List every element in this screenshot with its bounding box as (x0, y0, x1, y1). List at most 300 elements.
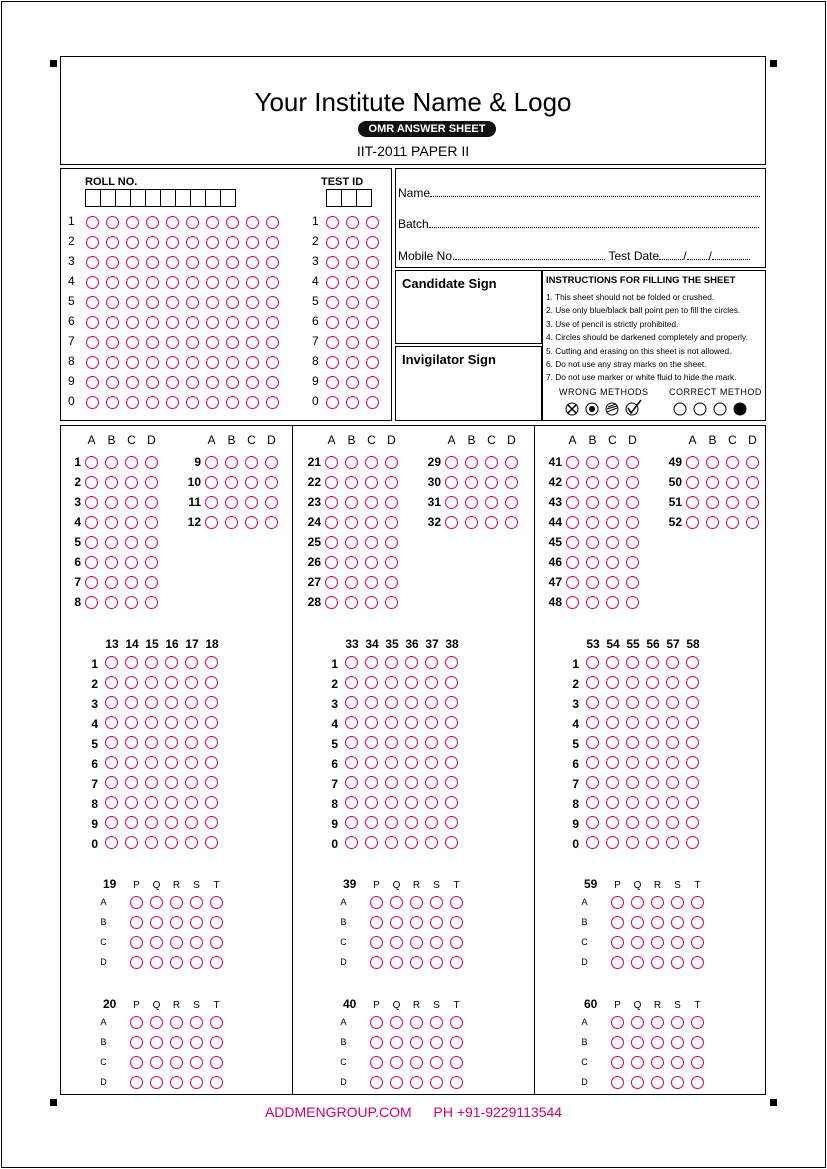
mcq-bubble[interactable] (505, 456, 518, 469)
integer-bubble[interactable] (385, 776, 398, 789)
integer-bubble[interactable] (145, 756, 158, 769)
roll-cell[interactable] (100, 189, 116, 207)
testid-cell[interactable] (326, 189, 342, 207)
mcq-bubble[interactable] (365, 556, 378, 569)
integer-bubble[interactable] (345, 716, 358, 729)
mcq-bubble[interactable] (626, 496, 639, 509)
matrix-bubble[interactable] (130, 896, 143, 909)
integer-bubble[interactable] (105, 756, 118, 769)
mcq-bubble[interactable] (145, 596, 158, 609)
roll-bubble[interactable] (166, 336, 179, 349)
integer-bubble[interactable] (626, 776, 639, 789)
integer-bubble[interactable] (606, 836, 619, 849)
testid-bubble[interactable] (346, 276, 359, 289)
matrix-bubble[interactable] (150, 956, 163, 969)
mcq-bubble[interactable] (385, 556, 398, 569)
mcq-bubble[interactable] (606, 476, 619, 489)
mcq-bubble[interactable] (586, 516, 599, 529)
matrix-bubble[interactable] (150, 916, 163, 929)
integer-bubble[interactable] (185, 676, 198, 689)
mcq-bubble[interactable] (606, 496, 619, 509)
testid-bubble[interactable] (366, 256, 379, 269)
integer-bubble[interactable] (165, 776, 178, 789)
matrix-bubble[interactable] (671, 1076, 684, 1089)
roll-bubble[interactable] (106, 336, 119, 349)
mcq-bubble[interactable] (626, 536, 639, 549)
roll-cell[interactable] (130, 189, 146, 207)
mcq-bubble[interactable] (105, 596, 118, 609)
matrix-bubble[interactable] (691, 1036, 704, 1049)
integer-bubble[interactable] (445, 796, 458, 809)
invigilator-sign-box[interactable] (395, 346, 542, 421)
matrix-bubble[interactable] (170, 1056, 183, 1069)
integer-bubble[interactable] (666, 816, 679, 829)
integer-bubble[interactable] (445, 716, 458, 729)
matrix-bubble[interactable] (410, 1076, 423, 1089)
roll-bubble[interactable] (126, 296, 139, 309)
integer-bubble[interactable] (125, 836, 138, 849)
mcq-bubble[interactable] (345, 536, 358, 549)
matrix-bubble[interactable] (190, 1056, 203, 1069)
mcq-bubble[interactable] (385, 496, 398, 509)
roll-bubble[interactable] (166, 316, 179, 329)
integer-bubble[interactable] (145, 656, 158, 669)
mcq-bubble[interactable] (105, 496, 118, 509)
matrix-bubble[interactable] (370, 936, 383, 949)
testid-bubble[interactable] (326, 396, 339, 409)
integer-bubble[interactable] (365, 776, 378, 789)
integer-bubble[interactable] (445, 696, 458, 709)
integer-bubble[interactable] (345, 796, 358, 809)
testid-bubble[interactable] (326, 316, 339, 329)
mcq-bubble[interactable] (445, 516, 458, 529)
matrix-bubble[interactable] (390, 916, 403, 929)
roll-bubble[interactable] (86, 396, 99, 409)
integer-bubble[interactable] (586, 756, 599, 769)
integer-bubble[interactable] (646, 716, 659, 729)
matrix-bubble[interactable] (370, 1036, 383, 1049)
integer-bubble[interactable] (626, 716, 639, 729)
roll-bubble[interactable] (146, 376, 159, 389)
roll-bubble[interactable] (186, 216, 199, 229)
integer-bubble[interactable] (125, 776, 138, 789)
mcq-bubble[interactable] (465, 476, 478, 489)
integer-bubble[interactable] (425, 696, 438, 709)
integer-bubble[interactable] (445, 656, 458, 669)
mcq-bubble[interactable] (325, 476, 338, 489)
integer-bubble[interactable] (105, 676, 118, 689)
integer-bubble[interactable] (646, 736, 659, 749)
integer-bubble[interactable] (646, 836, 659, 849)
matrix-bubble[interactable] (651, 896, 664, 909)
matrix-bubble[interactable] (210, 1056, 223, 1069)
integer-bubble[interactable] (666, 656, 679, 669)
mcq-bubble[interactable] (265, 496, 278, 509)
mcq-bubble[interactable] (505, 496, 518, 509)
roll-bubble[interactable] (226, 276, 239, 289)
matrix-bubble[interactable] (651, 956, 664, 969)
matrix-bubble[interactable] (370, 1016, 383, 1029)
testid-bubble[interactable] (346, 236, 359, 249)
integer-bubble[interactable] (205, 756, 218, 769)
matrix-bubble[interactable] (450, 936, 463, 949)
integer-bubble[interactable] (606, 816, 619, 829)
matrix-bubble[interactable] (631, 936, 644, 949)
roll-bubble[interactable] (126, 376, 139, 389)
batch-row[interactable] (398, 217, 759, 231)
mcq-bubble[interactable] (726, 496, 739, 509)
roll-bubble[interactable] (246, 216, 259, 229)
integer-bubble[interactable] (145, 736, 158, 749)
mcq-bubble[interactable] (225, 456, 238, 469)
roll-bubble[interactable] (266, 396, 279, 409)
mcq-bubble[interactable] (626, 556, 639, 569)
roll-bubble[interactable] (166, 256, 179, 269)
roll-bubble[interactable] (266, 256, 279, 269)
mcq-bubble[interactable] (365, 456, 378, 469)
roll-bubble[interactable] (86, 336, 99, 349)
integer-bubble[interactable] (105, 656, 118, 669)
testid-cell[interactable] (356, 189, 372, 207)
mcq-bubble[interactable] (706, 516, 719, 529)
integer-bubble[interactable] (646, 696, 659, 709)
roll-bubble[interactable] (126, 236, 139, 249)
mcq-bubble[interactable] (626, 596, 639, 609)
matrix-bubble[interactable] (631, 1016, 644, 1029)
integer-bubble[interactable] (405, 716, 418, 729)
mcq-bubble[interactable] (686, 496, 699, 509)
integer-bubble[interactable] (425, 736, 438, 749)
integer-bubble[interactable] (165, 716, 178, 729)
integer-bubble[interactable] (606, 776, 619, 789)
integer-bubble[interactable] (185, 756, 198, 769)
integer-bubble[interactable] (606, 716, 619, 729)
integer-bubble[interactable] (445, 816, 458, 829)
roll-bubble[interactable] (86, 216, 99, 229)
integer-bubble[interactable] (205, 816, 218, 829)
matrix-bubble[interactable] (210, 896, 223, 909)
integer-bubble[interactable] (105, 816, 118, 829)
matrix-bubble[interactable] (631, 1036, 644, 1049)
integer-bubble[interactable] (385, 836, 398, 849)
roll-bubble[interactable] (126, 336, 139, 349)
integer-bubble[interactable] (646, 796, 659, 809)
matrix-bubble[interactable] (430, 956, 443, 969)
matrix-bubble[interactable] (210, 1036, 223, 1049)
roll-bubble[interactable] (166, 296, 179, 309)
mcq-bubble[interactable] (125, 596, 138, 609)
mcq-bubble[interactable] (225, 476, 238, 489)
mobile-row[interactable]: Mobile No. Test Date / / (398, 249, 750, 263)
integer-bubble[interactable] (666, 796, 679, 809)
integer-bubble[interactable] (606, 696, 619, 709)
integer-bubble[interactable] (405, 756, 418, 769)
matrix-bubble[interactable] (370, 896, 383, 909)
matrix-bubble[interactable] (190, 916, 203, 929)
matrix-bubble[interactable] (150, 1056, 163, 1069)
mcq-bubble[interactable] (345, 556, 358, 569)
roll-bubble[interactable] (106, 256, 119, 269)
roll-bubble[interactable] (186, 316, 199, 329)
roll-cell[interactable] (160, 189, 176, 207)
mcq-bubble[interactable] (325, 576, 338, 589)
integer-bubble[interactable] (145, 836, 158, 849)
mcq-bubble[interactable] (85, 576, 98, 589)
integer-bubble[interactable] (345, 756, 358, 769)
integer-bubble[interactable] (425, 676, 438, 689)
mcq-bubble[interactable] (205, 496, 218, 509)
mcq-bubble[interactable] (145, 576, 158, 589)
matrix-bubble[interactable] (390, 1056, 403, 1069)
testid-bubble[interactable] (346, 376, 359, 389)
roll-cell[interactable] (145, 189, 161, 207)
integer-bubble[interactable] (586, 836, 599, 849)
mcq-bubble[interactable] (125, 496, 138, 509)
integer-bubble[interactable] (205, 736, 218, 749)
integer-bubble[interactable] (686, 716, 699, 729)
integer-bubble[interactable] (586, 656, 599, 669)
testid-bubble[interactable] (346, 396, 359, 409)
integer-bubble[interactable] (185, 796, 198, 809)
mcq-bubble[interactable] (566, 516, 579, 529)
roll-bubble[interactable] (126, 276, 139, 289)
integer-bubble[interactable] (165, 736, 178, 749)
mcq-bubble[interactable] (145, 556, 158, 569)
matrix-bubble[interactable] (410, 936, 423, 949)
roll-bubble[interactable] (186, 336, 199, 349)
mcq-bubble[interactable] (706, 476, 719, 489)
mcq-bubble[interactable] (325, 536, 338, 549)
integer-bubble[interactable] (385, 716, 398, 729)
mcq-bubble[interactable] (746, 456, 759, 469)
integer-bubble[interactable] (626, 816, 639, 829)
matrix-bubble[interactable] (671, 1036, 684, 1049)
mcq-bubble[interactable] (385, 456, 398, 469)
integer-bubble[interactable] (345, 656, 358, 669)
integer-bubble[interactable] (666, 676, 679, 689)
integer-bubble[interactable] (165, 836, 178, 849)
integer-bubble[interactable] (666, 736, 679, 749)
roll-bubble[interactable] (146, 356, 159, 369)
integer-bubble[interactable] (385, 696, 398, 709)
roll-bubble[interactable] (246, 336, 259, 349)
matrix-bubble[interactable] (430, 916, 443, 929)
matrix-bubble[interactable] (631, 916, 644, 929)
integer-bubble[interactable] (405, 796, 418, 809)
integer-bubble[interactable] (586, 776, 599, 789)
roll-bubble[interactable] (226, 296, 239, 309)
mcq-bubble[interactable] (626, 456, 639, 469)
integer-bubble[interactable] (205, 836, 218, 849)
integer-bubble[interactable] (365, 796, 378, 809)
integer-bubble[interactable] (105, 776, 118, 789)
mcq-bubble[interactable] (445, 496, 458, 509)
mcq-bubble[interactable] (746, 496, 759, 509)
roll-cell[interactable] (190, 189, 206, 207)
roll-bubble[interactable] (206, 256, 219, 269)
roll-bubble[interactable] (246, 316, 259, 329)
integer-bubble[interactable] (686, 656, 699, 669)
roll-bubble[interactable] (206, 216, 219, 229)
testid-bubble[interactable] (326, 256, 339, 269)
integer-bubble[interactable] (606, 736, 619, 749)
integer-bubble[interactable] (686, 796, 699, 809)
roll-bubble[interactable] (266, 296, 279, 309)
mcq-bubble[interactable] (566, 576, 579, 589)
mcq-bubble[interactable] (485, 496, 498, 509)
matrix-bubble[interactable] (450, 1076, 463, 1089)
matrix-bubble[interactable] (370, 916, 383, 929)
integer-bubble[interactable] (425, 656, 438, 669)
mcq-bubble[interactable] (225, 496, 238, 509)
mcq-bubble[interactable] (125, 556, 138, 569)
matrix-bubble[interactable] (390, 1076, 403, 1089)
mcq-bubble[interactable] (586, 496, 599, 509)
mcq-bubble[interactable] (85, 516, 98, 529)
roll-bubble[interactable] (126, 256, 139, 269)
roll-bubble[interactable] (106, 216, 119, 229)
testid-bubble[interactable] (326, 236, 339, 249)
integer-bubble[interactable] (405, 816, 418, 829)
integer-bubble[interactable] (626, 796, 639, 809)
integer-bubble[interactable] (165, 656, 178, 669)
matrix-bubble[interactable] (611, 1016, 624, 1029)
mcq-bubble[interactable] (365, 516, 378, 529)
mcq-bubble[interactable] (445, 456, 458, 469)
matrix-bubble[interactable] (671, 896, 684, 909)
mcq-bubble[interactable] (325, 516, 338, 529)
integer-bubble[interactable] (666, 836, 679, 849)
integer-bubble[interactable] (405, 696, 418, 709)
roll-bubble[interactable] (86, 376, 99, 389)
roll-bubble[interactable] (106, 396, 119, 409)
mcq-bubble[interactable] (586, 456, 599, 469)
matrix-bubble[interactable] (130, 956, 143, 969)
mcq-bubble[interactable] (365, 596, 378, 609)
matrix-bubble[interactable] (611, 916, 624, 929)
mcq-bubble[interactable] (706, 456, 719, 469)
matrix-bubble[interactable] (611, 1056, 624, 1069)
mcq-bubble[interactable] (245, 516, 258, 529)
integer-bubble[interactable] (405, 736, 418, 749)
mcq-bubble[interactable] (105, 576, 118, 589)
mcq-bubble[interactable] (686, 516, 699, 529)
matrix-bubble[interactable] (611, 936, 624, 949)
roll-bubble[interactable] (186, 356, 199, 369)
mcq-bubble[interactable] (706, 496, 719, 509)
matrix-bubble[interactable] (430, 1036, 443, 1049)
integer-bubble[interactable] (445, 756, 458, 769)
roll-bubble[interactable] (246, 376, 259, 389)
mcq-bubble[interactable] (626, 576, 639, 589)
mcq-bubble[interactable] (746, 476, 759, 489)
roll-cell[interactable] (175, 189, 191, 207)
roll-bubble[interactable] (206, 356, 219, 369)
mcq-bubble[interactable] (566, 536, 579, 549)
matrix-bubble[interactable] (430, 896, 443, 909)
mcq-bubble[interactable] (626, 476, 639, 489)
mcq-bubble[interactable] (606, 536, 619, 549)
roll-bubble[interactable] (186, 256, 199, 269)
integer-bubble[interactable] (205, 716, 218, 729)
roll-bubble[interactable] (86, 236, 99, 249)
integer-bubble[interactable] (405, 836, 418, 849)
integer-bubble[interactable] (586, 676, 599, 689)
matrix-bubble[interactable] (691, 1016, 704, 1029)
roll-bubble[interactable] (266, 376, 279, 389)
integer-bubble[interactable] (626, 676, 639, 689)
matrix-bubble[interactable] (611, 1036, 624, 1049)
mcq-bubble[interactable] (385, 596, 398, 609)
integer-bubble[interactable] (385, 816, 398, 829)
mcq-bubble[interactable] (245, 496, 258, 509)
roll-bubble[interactable] (166, 376, 179, 389)
testid-bubble[interactable] (366, 296, 379, 309)
integer-bubble[interactable] (405, 676, 418, 689)
testid-bubble[interactable] (326, 336, 339, 349)
matrix-bubble[interactable] (370, 956, 383, 969)
mcq-bubble[interactable] (465, 456, 478, 469)
matrix-bubble[interactable] (430, 1076, 443, 1089)
testid-bubble[interactable] (326, 376, 339, 389)
mcq-bubble[interactable] (85, 496, 98, 509)
integer-bubble[interactable] (606, 676, 619, 689)
mcq-bubble[interactable] (85, 596, 98, 609)
matrix-bubble[interactable] (430, 1056, 443, 1069)
matrix-bubble[interactable] (170, 896, 183, 909)
integer-bubble[interactable] (646, 656, 659, 669)
testid-bubble[interactable] (366, 376, 379, 389)
matrix-bubble[interactable] (370, 1076, 383, 1089)
roll-bubble[interactable] (126, 356, 139, 369)
mcq-bubble[interactable] (385, 516, 398, 529)
integer-bubble[interactable] (686, 696, 699, 709)
roll-bubble[interactable] (206, 236, 219, 249)
matrix-bubble[interactable] (450, 956, 463, 969)
integer-bubble[interactable] (445, 836, 458, 849)
matrix-bubble[interactable] (210, 916, 223, 929)
roll-cell[interactable] (115, 189, 131, 207)
matrix-bubble[interactable] (150, 936, 163, 949)
integer-bubble[interactable] (425, 756, 438, 769)
integer-bubble[interactable] (185, 776, 198, 789)
matrix-bubble[interactable] (190, 936, 203, 949)
mcq-bubble[interactable] (325, 456, 338, 469)
mcq-bubble[interactable] (345, 596, 358, 609)
mcq-bubble[interactable] (85, 536, 98, 549)
testid-bubble[interactable] (326, 276, 339, 289)
roll-bubble[interactable] (106, 296, 119, 309)
roll-cell[interactable] (220, 189, 236, 207)
integer-bubble[interactable] (626, 656, 639, 669)
testid-bubble[interactable] (366, 356, 379, 369)
testid-bubble[interactable] (366, 396, 379, 409)
integer-bubble[interactable] (165, 796, 178, 809)
matrix-bubble[interactable] (671, 936, 684, 949)
integer-bubble[interactable] (125, 656, 138, 669)
matrix-bubble[interactable] (170, 1076, 183, 1089)
roll-bubble[interactable] (86, 296, 99, 309)
mcq-bubble[interactable] (566, 596, 579, 609)
matrix-bubble[interactable] (170, 916, 183, 929)
matrix-bubble[interactable] (190, 1076, 203, 1089)
mcq-bubble[interactable] (686, 456, 699, 469)
integer-bubble[interactable] (586, 736, 599, 749)
roll-bubble[interactable] (246, 236, 259, 249)
integer-bubble[interactable] (205, 656, 218, 669)
integer-bubble[interactable] (385, 736, 398, 749)
mcq-bubble[interactable] (345, 496, 358, 509)
